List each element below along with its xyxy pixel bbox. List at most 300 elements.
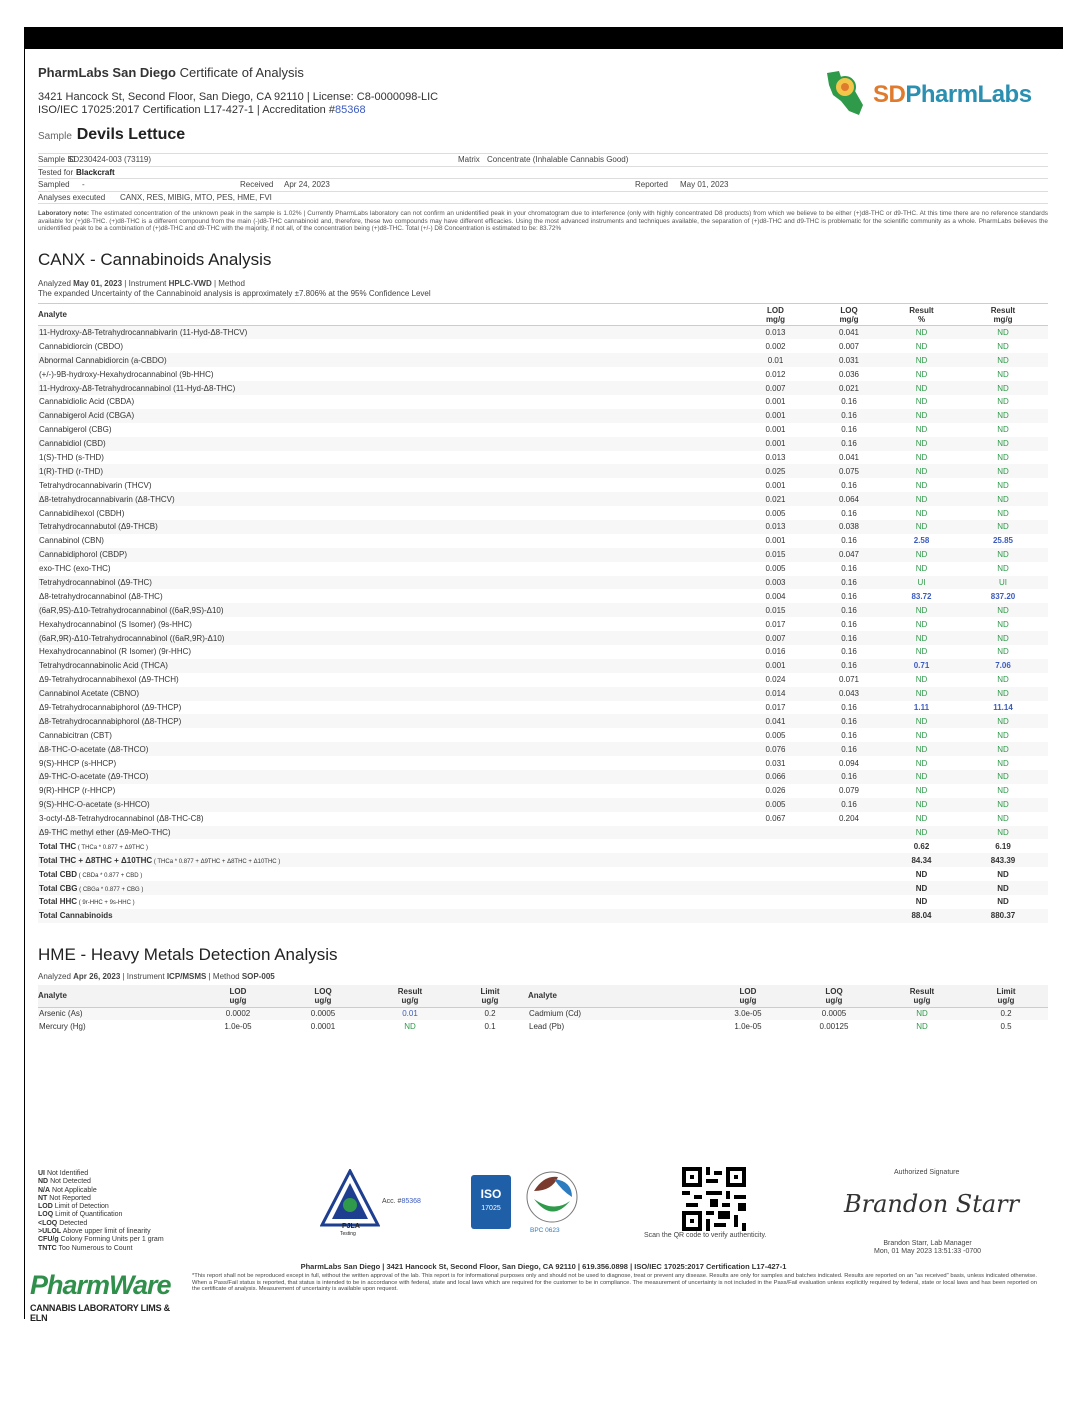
result-value: ND <box>958 437 1048 451</box>
analyte-name: 9(S)-HHCP (s-HHCP) <box>39 758 117 768</box>
doc-type: Certificate of Analysis <box>179 65 304 80</box>
total-row <box>38 895 1048 909</box>
top-banner <box>24 27 1063 49</box>
analyte-name: 9(S)-HHC-O-acetate (s-HHCO) <box>38 798 738 812</box>
table-row <box>38 645 1048 659</box>
result-value: ND <box>997 341 1009 351</box>
certificate-page <box>24 49 1063 1323</box>
loq-value: 0.16 <box>813 659 885 673</box>
loq-value: 0.16 <box>813 437 885 451</box>
total-row <box>38 881 1048 895</box>
loq-value: 0.204 <box>838 814 860 824</box>
result-value: ND <box>997 425 1009 435</box>
total-value: 6.19 <box>995 841 1011 851</box>
lod-value: 0.015 <box>738 603 813 617</box>
table-row <box>38 437 1048 451</box>
analyte-name: 1(S)-THD (s-THD) <box>39 452 104 462</box>
result-value: ND <box>958 631 1048 645</box>
result-value: ND <box>885 714 958 728</box>
lod-value: 0.001 <box>765 425 786 435</box>
accreditation-link[interactable]: 85368 <box>334 104 366 116</box>
metal-value: ND <box>916 1022 928 1031</box>
total-label: Total HHC ( 9r-HHC + 9s-HHC ) <box>39 897 135 907</box>
result-value: ND <box>958 520 1048 534</box>
result-value: ND <box>958 742 1048 756</box>
analyte-name: Hexahydrocannabinol (R Isomer) (9r-HHC) <box>39 647 192 657</box>
sdpharmlabs-logo <box>819 65 1054 121</box>
heavy-metals-table: Analyte LOD ug/g LOQ ug/g Result ug/g Limit ug/g Analyte LOD ug/g LOQ ug/g Result ug/g Limit ug/g Arsenic (As) 0.0002 0.0005 0.01 0.2 Cadmium (Cd) 3.0e-05 0.0005 ND 0.2 Mercury (Hg) 1.0e-05 0.0001 ND 0.1 Lead (Pb) 1.0e-05 0.00125 ND 0.5 <box>38 985 1048 1033</box>
lod-value: 0.001 <box>738 437 813 451</box>
address-line: 3421 Hancock St, Second Floor, San Diego, CA 92110 | License: C8-0000098-LIC <box>38 91 439 103</box>
table-row <box>38 395 1048 409</box>
metal-value: 0.0002 <box>225 1009 251 1019</box>
table-row <box>38 492 1048 506</box>
analyte-name: Hexahydrocannabinol (S Isomer) (9s-HHC) <box>39 619 192 629</box>
result-value: ND <box>915 647 928 657</box>
result-value: ND <box>997 397 1009 407</box>
legend-item: CFU/g Colony Forming Units per 1 gram <box>38 1236 164 1244</box>
loq-value: 0.043 <box>813 687 885 701</box>
logo-wordmark: SDPharmLabs <box>873 81 1032 108</box>
laboratory-note: Laboratory note: The estimated concentration of the unknown peak in the sample is 1.02% | Currently PharmLabs laboratory can not confirm an unidentified peak in your chromatogram due to interference (only with highly concentrated D8 products) from which we believe to be either (+)d8-THC or d9-THC. At this time there are no reference standards available for (+)d8-THC. (+)d8-THC is a different compound from the main (-)d8-THC cannabinoid and, therefore, these two compounds may have different efficacies. Using the most advanced instruments and techniques available, the separation of (+)d8-THC and d9-THC is problematic for the scientific community as a whole. PharmLabs believes the unidentified peak to be a combination of (+)d8-THC and d9-THC with the majority, if not all, of the concentration being (+)d8-THC. Total (+/-) D8 Concentration is estimated to be: 83.72% <box>38 210 1048 233</box>
sample-metadata <box>38 153 1048 204</box>
signature-label: Authorized Signature <box>894 1169 960 1176</box>
total-label: Total THC + Δ8THC + Δ10THC ( THCa * 0.877 + Δ9THC + Δ8THC + Δ10THC ) <box>38 853 738 867</box>
total-row <box>38 909 1048 923</box>
result-value: ND <box>997 786 1009 796</box>
lod-value: 0.017 <box>765 702 786 712</box>
lod-value: 0.005 <box>765 508 786 518</box>
loq-value: 0.16 <box>841 397 857 407</box>
table-row <box>38 589 1048 603</box>
loq-value: 0.16 <box>813 770 885 784</box>
metal-value: 0.0005 <box>821 1009 847 1019</box>
lod-value: 0.001 <box>765 397 786 407</box>
analyte-name: Cannabidiolic Acid (CBDA) <box>39 397 135 407</box>
analyte-name: 11-Hydroxy-Δ8-Tetrahydrocannabinol (11-Hyd-Δ8-THC) <box>38 381 738 395</box>
analyte-name: 11-Hydroxy-Δ8-Tetrahydrocannabivarin (11-Hyd-Δ8-THCV) <box>38 326 738 340</box>
legend-item: <LOQ Detected <box>38 1219 88 1227</box>
table-row <box>38 381 1048 395</box>
loq-value: 0.16 <box>841 508 857 518</box>
result-value: 1.11 <box>913 702 930 712</box>
result-value: ND <box>958 409 1048 423</box>
loq-value: 0.079 <box>838 786 860 796</box>
table-row <box>38 423 1048 437</box>
bpc-badge: BPC 0623 <box>524 1169 580 1239</box>
loq-value: 0.16 <box>841 536 857 546</box>
result-value: ND <box>885 520 958 534</box>
canx-section-title: CANX - Cannabinoids Analysis <box>38 250 272 269</box>
col-loq: LOQ mg/g <box>839 305 859 324</box>
loq-value: 0.16 <box>813 714 885 728</box>
legend-item: N/A Not Applicable <box>38 1186 97 1194</box>
lod-value: 0.024 <box>765 675 786 685</box>
analyte-name: Cannabidiorcin (CBDO) <box>39 341 124 351</box>
table-row <box>38 784 1048 798</box>
table-row <box>38 756 1048 770</box>
result-value: ND <box>915 619 928 629</box>
result-value: ND <box>885 353 958 367</box>
result-value: ND <box>997 508 1009 518</box>
result-value: 11.14 <box>993 702 1013 712</box>
qr-code-icon <box>682 1167 746 1231</box>
analyte-name: Δ9-Tetrahydrocannabihexol (Δ9-THCH) <box>39 675 179 685</box>
analyte-name: Δ9-Tetrahydrocannabiphorol (Δ9-THCP) <box>39 702 182 712</box>
table-row <box>38 464 1048 478</box>
result-value: ND <box>997 619 1009 629</box>
result-value: 25.85 <box>992 536 1014 546</box>
loq-value: 0.16 <box>841 702 857 712</box>
table-row <box>38 603 1048 617</box>
total-value: ND <box>958 881 1048 895</box>
total-label: Total CBD ( CBDa * 0.877 + CBD ) <box>39 869 143 879</box>
metal-name: Mercury (Hg) <box>39 1022 86 1031</box>
total-value: ND <box>915 869 928 879</box>
table-row <box>38 631 1048 645</box>
certification-line: ISO/IEC 17025:2017 Certification L17-427-1 | Accreditation #85368 <box>38 104 366 116</box>
result-value: UI <box>885 576 958 590</box>
table-row <box>38 701 1048 715</box>
result-value: ND <box>958 826 1048 840</box>
pharmware-logo: PharmWare CANNABIS LABORATORY LIMS & ELN <box>30 1270 171 1323</box>
total-value: 84.34 <box>885 853 958 867</box>
loq-value: 0.16 <box>813 631 885 645</box>
verification-qr-code[interactable] <box>682 1167 746 1231</box>
table-row <box>38 742 1048 756</box>
col-analyte: Analyte <box>38 310 67 319</box>
total-value: ND <box>885 881 958 895</box>
table-row <box>38 339 1048 353</box>
table-row <box>38 367 1048 381</box>
metal-value: 0.00125 <box>819 1022 849 1031</box>
hme-analysis-info: Analyzed Apr 26, 2023 | Instrument ICP/MSMS | Method SOP-005 <box>38 972 275 981</box>
lod-value: 0.01 <box>738 353 813 367</box>
col-result-pct: Result % <box>909 305 934 324</box>
loq-value: 0.16 <box>813 576 885 590</box>
lod-value: 0.026 <box>765 786 786 796</box>
lab-name: PharmLabs San Diego <box>38 65 176 80</box>
analyte-name: 9(R)-HHCP (r-HHCP) <box>39 786 116 796</box>
total-value: 88.04 <box>885 909 958 923</box>
metal-value: 0.2 <box>1000 1009 1012 1019</box>
loq-value: 0.075 <box>813 464 885 478</box>
loq-value: 0.16 <box>841 647 857 657</box>
lod-value: 0.004 <box>765 591 786 601</box>
loq-value: 0.16 <box>841 480 857 490</box>
lod-value: 0.002 <box>765 341 786 351</box>
result-value: ND <box>915 814 928 824</box>
loq-value <box>813 826 885 840</box>
total-row <box>38 839 1048 853</box>
metal-value: 1.0e-05 <box>734 1022 762 1031</box>
result-value: ND <box>958 714 1048 728</box>
result-value: ND <box>885 687 958 701</box>
total-label: Total CBG ( CBGa * 0.877 + CBG ) <box>38 881 738 895</box>
lod-value: 0.025 <box>738 464 813 478</box>
result-value: ND <box>997 730 1009 740</box>
table-row <box>38 714 1048 728</box>
col-result-mg: Result mg/g <box>990 305 1016 324</box>
loq-value: 0.064 <box>813 492 885 506</box>
table-row <box>38 506 1048 520</box>
result-value: ND <box>997 758 1009 768</box>
result-value: ND <box>997 480 1009 490</box>
client-name: Blackcraft <box>76 167 115 177</box>
loq-value: 0.16 <box>813 603 885 617</box>
result-value: ND <box>958 603 1048 617</box>
loq-value: 0.16 <box>841 425 857 435</box>
meta-row: Sampled - Received Apr 24, 2023 Reported May 01, 2023 <box>38 178 1048 191</box>
analyte-name: Abnormal Cannabidiorcin (a-CBDO) <box>38 353 738 367</box>
metal-name: Lead (Pb) <box>529 1022 565 1031</box>
metal-value: 0.5 <box>1000 1022 1012 1031</box>
metal-value: ND <box>916 1009 928 1019</box>
footer-address: PharmLabs San Diego | 3421 Hancock St, Second Floor, San Diego, CA 92110 | 619.356.0898 | ISO/IEC 17025:2017 Certification L17-427-1 <box>300 1262 787 1271</box>
lod-value: 0.016 <box>765 647 786 657</box>
analyte-name: Δ9-THC methyl ether (Δ9-MeO-THC) <box>38 826 738 840</box>
result-value: ND <box>915 730 928 740</box>
result-value: ND <box>885 742 958 756</box>
pjla-badge: PJLA Testing Acc. #85368 <box>320 1169 450 1237</box>
result-value: ND <box>997 675 1009 685</box>
lod-value: 0.076 <box>738 742 813 756</box>
total-value: 0.62 <box>913 841 930 851</box>
result-value: 83.72 <box>911 591 932 601</box>
lod-value: 0.013 <box>738 326 813 340</box>
meta-row: Analyses executed CANX, RES, MIBIG, MTO, PES, HME, FVI <box>38 191 1048 205</box>
table-row <box>38 478 1048 492</box>
loq-value: 0.16 <box>841 730 857 740</box>
result-value: ND <box>997 452 1009 462</box>
lod-value: 0.001 <box>765 480 786 490</box>
received-date: Apr 24, 2023 <box>284 180 330 189</box>
analyte-name: Cannabidiphorol (CBDP) <box>38 548 738 562</box>
lod-value <box>738 826 813 840</box>
lod-value: 0.005 <box>765 564 786 574</box>
result-value: 7.06 <box>958 659 1048 673</box>
result-value: ND <box>885 409 958 423</box>
result-value: ND <box>885 326 958 340</box>
total-value: 843.39 <box>958 853 1048 867</box>
analyte-name: Tetrahydrocannabinolic Acid (THCA) <box>38 659 738 673</box>
result-value: 837.20 <box>990 591 1016 601</box>
analyte-name: Δ8-tetrahydrocannabivarin (Δ8-THCV) <box>38 492 738 506</box>
legend-item: NT Not Reported <box>38 1194 91 1202</box>
result-value: ND <box>885 770 958 784</box>
loq-value: 0.007 <box>838 341 860 351</box>
result-value: ND <box>915 508 928 518</box>
lod-value: 0.021 <box>738 492 813 506</box>
analyte-name: Cannabidihexol (CBDH) <box>39 508 125 518</box>
metal-value: 0.2 <box>484 1009 496 1019</box>
result-value: ND <box>997 647 1009 657</box>
analyte-name: (6aR,9R)-Δ10-Tetrahydrocannabinol ((6aR,9R)-Δ10) <box>38 631 738 645</box>
result-value: 0.71 <box>885 659 958 673</box>
total-value: ND <box>915 897 928 907</box>
loq-value: 0.036 <box>838 369 860 379</box>
result-value: ND <box>915 564 928 574</box>
canx-analysis-info: Analyzed May 01, 2023 | Instrument HPLC-VWD | Method The expanded Uncertainty of the Cannabinoid analysis is approximately ±7.806% at the 95% Confidence Level <box>38 279 431 298</box>
meta-row: Sample ID SD230424-003 (73119) Matrix Concentrate (Inhalable Cannabis Good) <box>38 153 1048 166</box>
result-value: ND <box>997 369 1009 379</box>
reported-date: May 01, 2023 <box>680 180 729 189</box>
result-value: ND <box>885 826 958 840</box>
sample-name: Devils Lettuce <box>76 126 186 143</box>
metal-value: 0.1 <box>484 1022 496 1031</box>
loq-value: 0.16 <box>841 591 857 601</box>
table-row <box>38 673 1048 687</box>
legend-item: ND Not Detected <box>38 1178 91 1186</box>
lod-value: 0.005 <box>738 798 813 812</box>
result-value: ND <box>885 464 958 478</box>
table-row <box>38 534 1048 548</box>
result-value: ND <box>885 381 958 395</box>
bpc-seal-icon <box>524 1169 580 1225</box>
lod-value: 0.066 <box>738 770 813 784</box>
loq-value: 0.16 <box>813 798 885 812</box>
table-row <box>38 548 1048 562</box>
analyte-name: Cannabinol (CBN) <box>39 536 104 546</box>
cannabinoids-table <box>38 303 1048 923</box>
lod-value: 0.007 <box>738 631 813 645</box>
legend-item: LOD Limit of Detection <box>38 1203 109 1211</box>
result-value: ND <box>958 326 1048 340</box>
analyte-name: Tetrahydrocannabivarin (THCV) <box>39 480 152 490</box>
table-row <box>38 770 1048 784</box>
result-value: ND <box>958 770 1048 784</box>
loq-value: 0.071 <box>838 675 860 685</box>
result-value: ND <box>915 425 928 435</box>
legend-item: UI Not Identified <box>38 1170 89 1177</box>
result-value: ND <box>958 548 1048 562</box>
sample-id: SD230424-003 (73119) <box>68 155 152 164</box>
california-seal-icon <box>819 65 875 121</box>
result-value: ND <box>885 798 958 812</box>
result-value: ND <box>885 492 958 506</box>
lod-value: 0.003 <box>738 576 813 590</box>
analyte-name: (6aR,9S)-Δ10-Tetrahydrocannabinol ((6aR,9S)-Δ10) <box>38 603 738 617</box>
analyte-name: Cannabigerol Acid (CBGA) <box>38 409 738 423</box>
result-value: UI <box>958 576 1048 590</box>
table-row <box>38 576 1048 590</box>
table-row <box>38 520 1048 534</box>
lod-value: 0.041 <box>738 714 813 728</box>
result-value: ND <box>958 381 1048 395</box>
analyte-name: 1(R)-THD (r-THD) <box>38 464 738 478</box>
total-label: Total THC ( THCa * 0.877 + Δ9THC ) <box>39 841 148 851</box>
meta-row: Tested for Blackcraft <box>38 166 1048 179</box>
loq-value: 0.094 <box>838 758 860 768</box>
metal-value: ND <box>404 1022 416 1031</box>
matrix: Concentrate (Inhalable Cannabis Good) <box>487 155 629 164</box>
analyte-name: (+/-)-9B-hydroxy-Hexahydrocannabinol (9b-HHC) <box>39 369 214 379</box>
analyte-name: exo-THC (exo-THC) <box>39 564 111 574</box>
lod-value: 0.031 <box>765 758 786 768</box>
metal-row <box>38 1007 1048 1020</box>
analyte-name: Δ9-THC-O-acetate (Δ9-THCO) <box>38 770 738 784</box>
result-value: ND <box>885 437 958 451</box>
result-value: ND <box>915 397 928 407</box>
table-row <box>38 659 1048 673</box>
analyte-name: Δ8-THC-O-acetate (Δ8-THCO) <box>38 742 738 756</box>
analyte-name: 3-octyl-Δ8-Tetrahydrocannabinol (Δ8-THC-C8) <box>39 814 204 824</box>
lod-value: 0.013 <box>738 520 813 534</box>
lod-value: 0.007 <box>738 381 813 395</box>
result-value: ND <box>958 798 1048 812</box>
loq-value: 0.021 <box>813 381 885 395</box>
sample-heading: Sample Devils Lettuce <box>38 126 186 143</box>
lod-value: 0.012 <box>765 369 786 379</box>
result-value: ND <box>915 369 928 379</box>
result-value: ND <box>915 675 928 685</box>
lod-value: 0.017 <box>765 619 786 629</box>
result-value: ND <box>958 464 1048 478</box>
legend-item: >ULOL Above upper limit of linearity <box>38 1228 151 1236</box>
lab-address <box>38 91 438 117</box>
lod-value: 0.001 <box>738 409 813 423</box>
total-row <box>38 853 1048 867</box>
total-value: ND <box>997 869 1009 879</box>
loq-value: 0.16 <box>813 742 885 756</box>
analyses-list: CANX, RES, MIBIG, MTO, PES, HME, FVI <box>120 192 272 202</box>
table-row <box>38 798 1048 812</box>
loq-value: 0.041 <box>838 452 860 462</box>
metal-name: Arsenic (As) <box>39 1009 83 1019</box>
lod-value: 0.014 <box>738 687 813 701</box>
qr-caption: Scan the QR code to verify authenticity. <box>644 1232 767 1239</box>
analyte-name: Tetrahydrocannabinol (Δ9-THC) <box>38 576 738 590</box>
result-value: ND <box>915 758 928 768</box>
iso-badge: ISO 17025 <box>471 1175 511 1229</box>
lod-value: 0.001 <box>765 536 786 546</box>
lod-value: 0.013 <box>765 452 786 462</box>
handwritten-signature: Brandon Starr <box>844 1190 1020 1218</box>
lod-value: 0.015 <box>738 548 813 562</box>
analyte-name: Cannabicitran (CBT) <box>39 730 112 740</box>
table-row <box>38 826 1048 840</box>
loq-value: 0.16 <box>841 564 857 574</box>
table-row <box>38 728 1048 742</box>
loq-value: 0.047 <box>813 548 885 562</box>
table-row <box>38 687 1048 701</box>
loq-value: 0.041 <box>813 326 885 340</box>
loq-value: 0.031 <box>813 353 885 367</box>
analyte-name: Δ8-Tetrahydrocannabiphorol (Δ8-THCP) <box>38 714 738 728</box>
table-row <box>38 409 1048 423</box>
result-value: ND <box>915 452 928 462</box>
result-value: ND <box>885 631 958 645</box>
report-title <box>38 65 304 80</box>
metal-value: 0.0005 <box>310 1009 336 1019</box>
total-value: ND <box>997 897 1009 907</box>
table-row <box>38 353 1048 367</box>
analyte-name: Cannabinol Acetate (CBNO) <box>38 687 738 701</box>
table-row <box>38 562 1048 576</box>
footer-disclaimer: *This report shall not be reproduced except in full, without the written approval of the lab. This report is for informational purposes only and should not be used to diagnose, treat or prevent any disease. Results are only for samples and batches indicated. Results are reported on an "as received" basis, unless indicated otherwise. When a Pass/Fail status is reported, that status is intended to be in accordance with federal, state and local laws which are required for the customer to be in compliance. The measurement of uncertainty is not included in the Pass/Fail evaluation unless explicitly required by federal, state or local laws and has been reported on the certificate of analysis. Measurement of uncertainty is available upon request. <box>192 1273 1037 1293</box>
hme-section-title: HME - Heavy Metals Detection Analysis <box>38 945 338 964</box>
total-label: Total Cannabinoids <box>38 909 738 923</box>
table-row <box>38 326 1048 340</box>
result-value: ND <box>885 548 958 562</box>
total-row <box>38 867 1048 881</box>
abbreviation-legend <box>38 1170 164 1253</box>
metal-name: Cadmium (Cd) <box>529 1009 582 1019</box>
lod-value: 0.005 <box>765 730 786 740</box>
result-value: ND <box>997 814 1009 824</box>
metal-value: 3.0e-05 <box>734 1009 762 1019</box>
metal-row <box>38 1020 1048 1033</box>
